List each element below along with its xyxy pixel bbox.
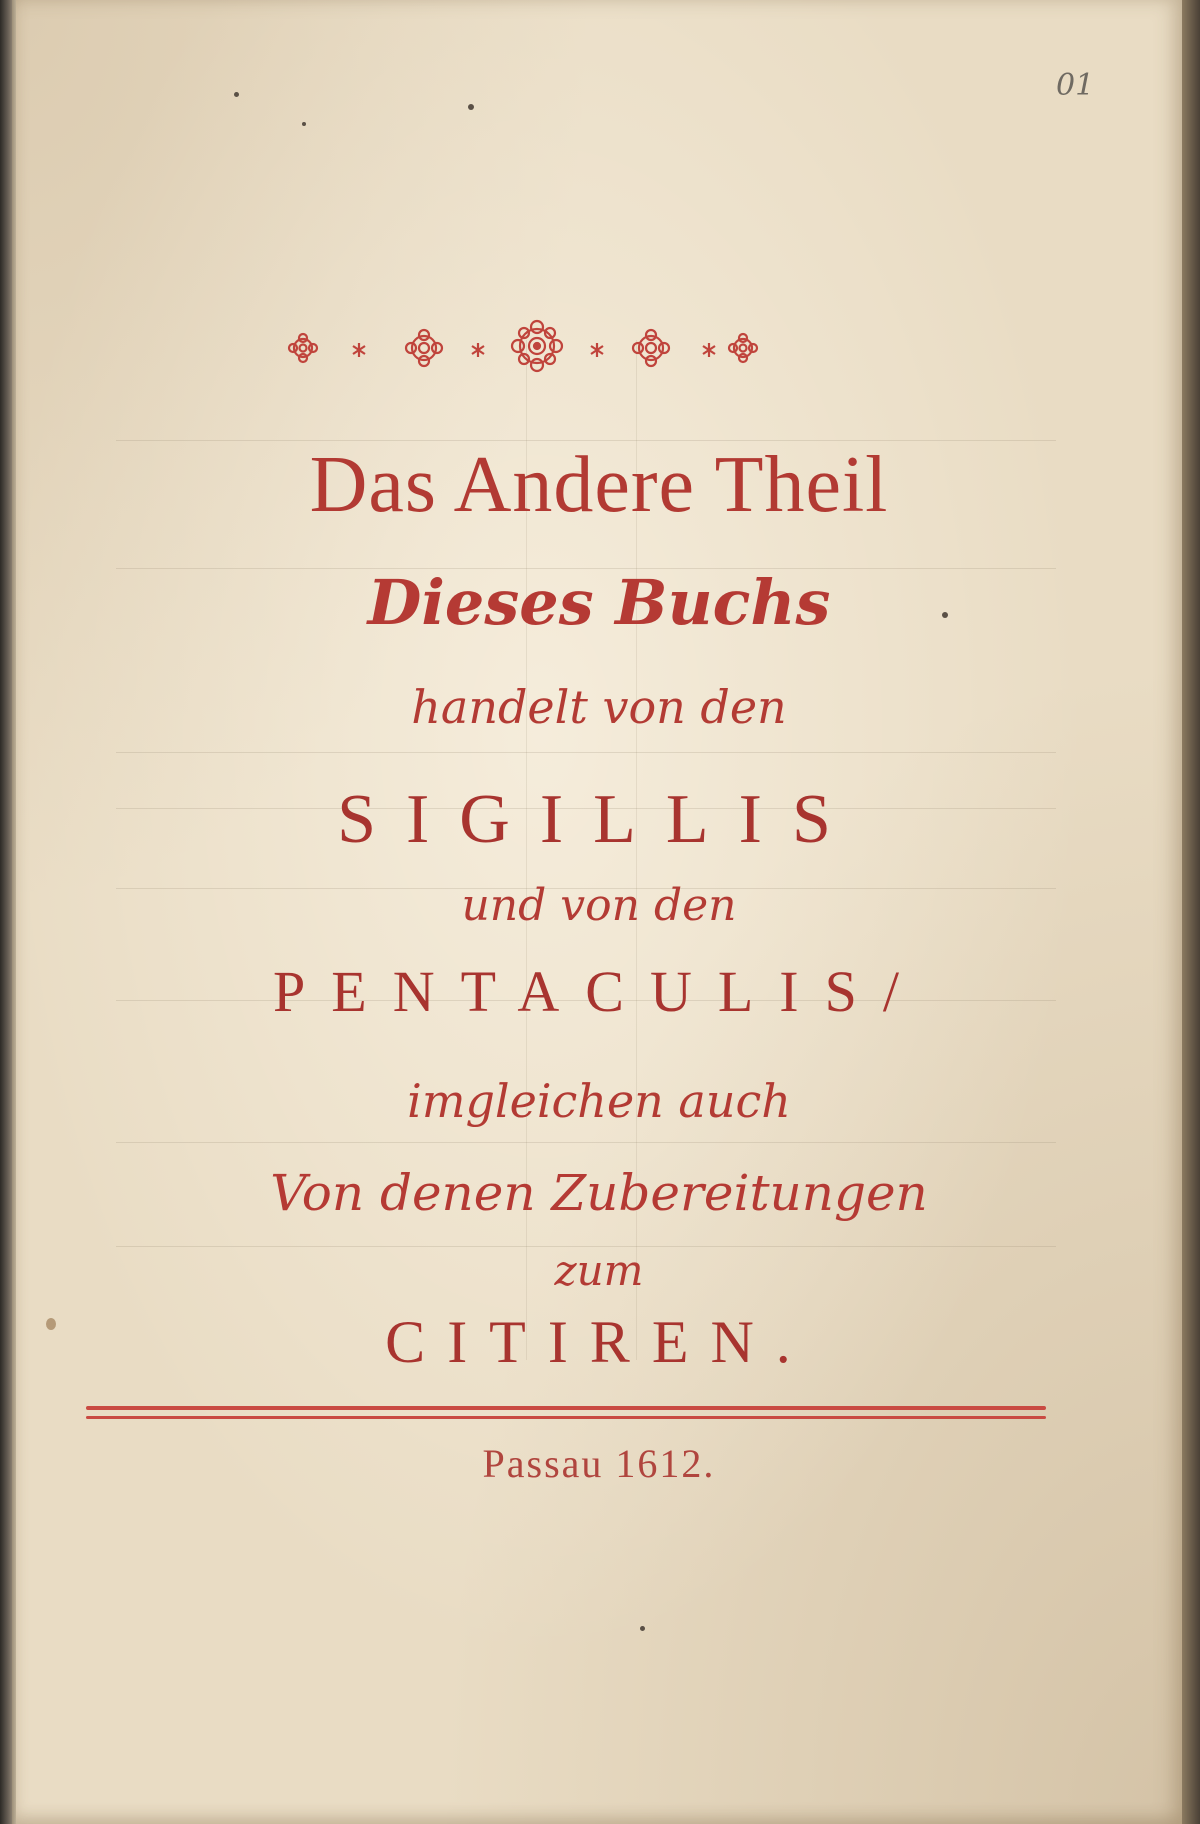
star-icon [703, 343, 715, 357]
star-icon [353, 343, 365, 357]
sigillis-line: SIGILLIS [337, 781, 861, 858]
rosette-icon [406, 330, 442, 366]
text-line-3: handelt von den [411, 680, 787, 734]
book-binding [0, 0, 12, 1824]
title-line-1: Das Andere Theil [309, 441, 889, 529]
page-right-edge [1182, 0, 1200, 1824]
ornament-row [281, 318, 761, 378]
ruling-line [116, 1142, 1056, 1143]
star-icon [591, 343, 603, 357]
rosette-icon [289, 334, 317, 362]
text-line-5: und von den [461, 880, 737, 931]
folio-number: 01 [1056, 68, 1095, 103]
text-line-8: Von denen Zubereitungen [270, 1164, 928, 1222]
double-rule [86, 1406, 1046, 1419]
ink-speck [640, 1626, 645, 1631]
title-line-2: Dieses Buchs [367, 566, 831, 639]
ink-speck [468, 104, 474, 110]
ruling-line [116, 752, 1056, 753]
rosette-icon [729, 334, 757, 362]
ink-speck [302, 122, 306, 126]
rosette-icon [633, 330, 669, 366]
citiren-line: CITIREN. [385, 1309, 813, 1375]
pentaculis-line: PENTACULIS/ [273, 959, 925, 1024]
text-line-7: imgleichen auch [407, 1074, 791, 1128]
ink-speck [234, 92, 239, 97]
manuscript-page [16, 0, 1182, 1824]
star-icon [472, 343, 484, 357]
imprint-line: Passau 1612. [482, 1441, 716, 1486]
text-line-9: zum [554, 1246, 644, 1295]
central-rosette-icon [512, 321, 562, 371]
